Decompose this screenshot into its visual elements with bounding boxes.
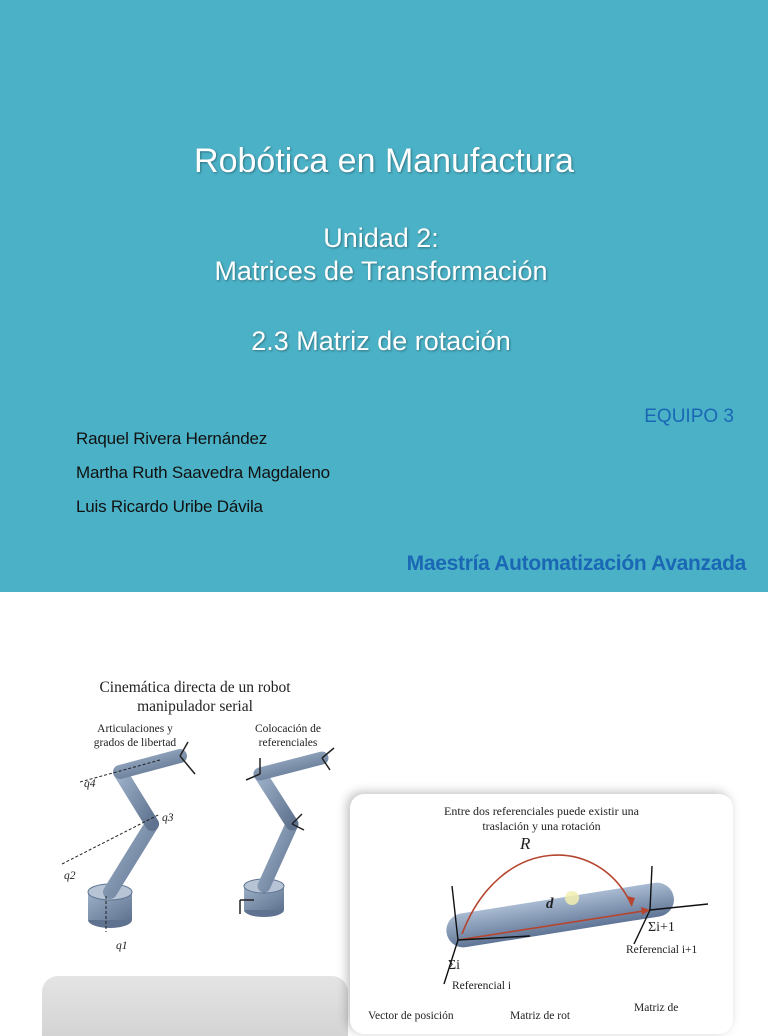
frames-figure-card	[350, 794, 733, 1034]
figure-title-line: traslación y una rotación	[482, 819, 601, 833]
rotation-matrix-caption-partial: Matriz de rot	[510, 1010, 571, 1022]
figure-title-line: manipulador serial	[137, 698, 253, 715]
caption-line: Colocación de	[254, 723, 322, 735]
translation-label: d	[546, 896, 554, 912]
joint-label: q1	[116, 940, 128, 952]
program-name: Maestría Automatización Avanzada	[406, 552, 746, 575]
caption-line: grados de libertad	[93, 737, 177, 749]
frame-i1-symbol: Σi+1	[648, 920, 675, 935]
rotation-matrix-caption: Matriz de	[634, 1002, 679, 1014]
team-members	[76, 426, 330, 528]
frame-i1-caption: Referencial i+1	[626, 944, 698, 956]
section-heading: 2.3 Matriz de rotación	[251, 326, 511, 356]
figure-title-line: Entre dos referenciales puede existir una	[444, 804, 639, 818]
unit-heading	[0, 222, 762, 288]
slide-title: Robótica en Manufactura	[194, 142, 574, 180]
robot-arm-right	[240, 748, 334, 917]
frame-i-symbol: Σi	[448, 958, 461, 973]
figure-title-line: Cinemática directa de un robot	[99, 679, 291, 696]
caption-line: Articulaciones y	[97, 723, 173, 735]
background-slide-card	[42, 976, 348, 1036]
robot-arms-illustration	[40, 664, 350, 984]
frame-i-caption: Referencial i	[452, 980, 512, 992]
joint-label: q2	[64, 870, 76, 882]
team-label: EQUIPO 3	[644, 406, 734, 427]
content-slide	[0, 592, 768, 1024]
rotation-label: R	[520, 834, 531, 853]
unit-number: Unidad 2:	[323, 223, 439, 253]
position-vector-caption: Vector de posición	[368, 1010, 454, 1022]
member-name: Luis Ricardo Uribe Dávila	[76, 497, 263, 516]
kinematics-figure-card	[40, 664, 350, 984]
frames-illustration	[350, 794, 733, 1034]
caption-line: referenciales	[258, 737, 318, 749]
unit-name: Matrices de Transformación	[214, 256, 548, 286]
joint-label: q4	[84, 778, 96, 790]
member-name: Martha Ruth Saavedra Magdaleno	[76, 463, 330, 482]
robot-arm-left	[62, 742, 195, 932]
member-name: Raquel Rivera Hernández	[76, 429, 268, 448]
joint-label: q3	[162, 812, 174, 824]
